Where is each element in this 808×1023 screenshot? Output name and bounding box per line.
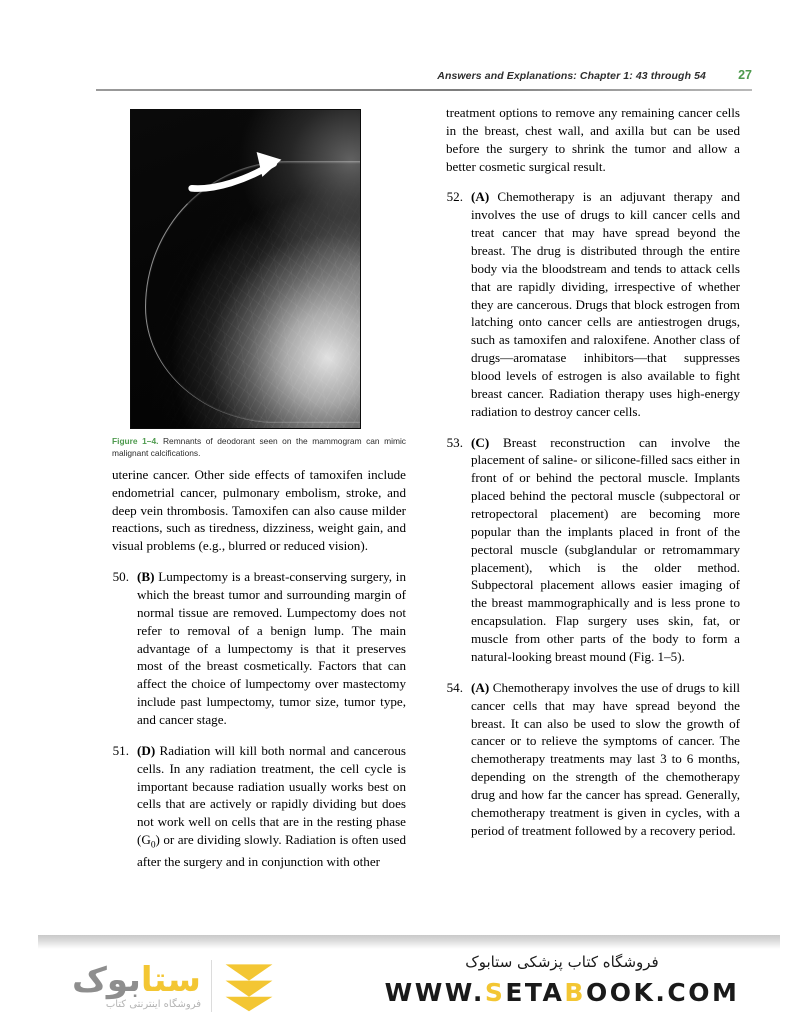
answer-text [137, 568, 406, 729]
answer-number: 54. [446, 679, 463, 695]
url-letter-b: B [564, 978, 586, 1007]
logo-word [72, 959, 201, 1000]
curved-arrow-icon [186, 139, 301, 209]
logo-word-yellow: ستا [140, 959, 201, 1000]
answer-item-53 [446, 434, 740, 666]
setabook-logo[interactable] [72, 951, 322, 1021]
answer-number: 51. [112, 742, 129, 758]
figure-label: Figure 1–4. [112, 436, 159, 446]
answer-item-51 [112, 742, 406, 871]
logo-word-gray: بوک [72, 959, 141, 1000]
running-head-title: Answers and Explanations: Chapter 1: 43 through 54 [437, 70, 706, 82]
figure-caption [112, 436, 406, 460]
running-head [96, 68, 752, 88]
page-number: 27 [738, 68, 752, 82]
answer-number: 53. [446, 434, 463, 450]
answer-explanation: Chemotherapy involves the use of drugs to kill cancer cells that may have spread beyond the breast. It can also be used to slow the growth of cancer or to relieve the symptoms of cancer. The chemotherapy treatments may last 3 to 6 months, depending on the strength of the chemotherapy drug and how far the cancer has spread. Generally, chemotherapy treatment is given in cycles, with a period of treatment followed by a recovery period. [471, 679, 740, 838]
figure-1-4 [112, 110, 406, 460]
answer-text [471, 679, 740, 840]
figure-caption-text: Remnants of deodorant seen on the mammogram can mimic malignant calcifications. [112, 436, 406, 458]
answer-choice: (B) [137, 569, 155, 585]
answer-choice: (D) [137, 742, 156, 758]
subscript-zero: 0 [150, 840, 156, 851]
answer-text [471, 434, 740, 666]
setabook-banner [0, 935, 808, 1023]
banner-shadow [38, 935, 780, 949]
answer-choice: (A) [471, 189, 490, 205]
answer-item-52 [446, 188, 740, 420]
answer-item-50 [112, 568, 406, 729]
logo-subtitle: فروشگاه اینترنتی کتاب [105, 998, 201, 1010]
answer-choice: (C) [471, 434, 490, 450]
answer-number: 52. [446, 189, 463, 205]
answer-explanation: Breast reconstruction can involve the placement of saline- or silicone-filled sacs either in front of or behind the pectoral muscle. Implants placed behind the pectoral muscle (subpectoral or retropectoral placement) are becoming more popular than the implants placed in front of the pectoral muscle (subglandular or retromammary placement), which is the older method. Subpectoral placement allows easier imaging of the breast mammographically and is less prone to encapsulation. Flap surgery uses skin, fat, or muscle from other parts of the body to form a natural-looking breast mound (Fig. 1–5). [471, 434, 740, 664]
url-prefix: WWW. [384, 978, 485, 1007]
url-letter-s: S [484, 978, 506, 1007]
banner-content [0, 949, 808, 1023]
answer-text [471, 188, 740, 420]
answer-choice: (A) [471, 679, 490, 695]
answer-text [137, 742, 406, 871]
url-eta: ETA [505, 978, 565, 1007]
answer-explanation-part1: Radiation will kill both normal and cancerous cells. In any radiation treatment, the cell cycle is important because radiation usually works best on cells that are actively or rapidly dividing but does not work well on cells that are in the resting phase (G [137, 742, 406, 848]
mammogram-image [131, 110, 360, 428]
answer-number: 50. [112, 569, 129, 585]
answer-item-54 [446, 679, 740, 840]
url-suffix: OOK.COM [585, 978, 740, 1007]
header-rule [96, 89, 752, 91]
logo-divider [211, 960, 212, 1012]
paragraph-continued-left: uterine cancer. Other side effects of tamoxifen include endometrial cancer, pulmonary embolism, stroke, and deep vein thrombosis. Tamoxifen can also cause milder reactions, such as tiredness, dizziness, weight gain, and visual problems (e.g., blurred or reduced vision). [112, 466, 406, 554]
chevron-logo-icon [222, 959, 276, 1013]
banner-url[interactable] [352, 978, 772, 1007]
answer-explanation-part2: ) or are dividing slowly. Radiation is often used after the surgery and in conjunction with other [137, 832, 406, 869]
banner-tagline: فروشگاه کتاب پزشکی ستابوک [465, 953, 659, 971]
left-column [112, 104, 406, 884]
banner-text-block [352, 953, 772, 1007]
answer-explanation: Chemotherapy is an adjuvant therapy and involves the use of drugs to kill cancer cells and treat cancer that may have spread beyond the breast. The drug is distributed through the entire body via the bloodstream and tends to attack cells that are rapidly dividing, irrespective of whether they are cancerous. Drugs that block estrogen from latching onto cancer cells are antiestrogen drugs, such as tamoxifen and raloxifene. Another class of drugs—aromatase inhibitors—that suppresses blood levels of estrogen is also available to fight breast cancer. Radiation therapy uses high-energy radiation to destroy cancer cells. [471, 189, 740, 419]
logo-wordmark [72, 959, 201, 1010]
paragraph-continued-right: treatment options to remove any remaining cancer cells in the breast, chest wall, and axilla but can be used before the surgery to shrink the tumor and allow a better cosmetic surgical result. [446, 105, 740, 174]
right-column [446, 104, 740, 853]
answer-explanation: Lumpectomy is a breast-conserving surgery, in which the breast tumor and surrounding margin of normal tissue are removed. Lumpectomy does not refer to removal of a benign lump. The main advantage of a lumpectomy is that it preserves most of the breast cosmetically. Factors that can affect the choice of lumpectomy over mastectomy include past lumpectomy, tumor size, tumor type, and cancer stage. [137, 569, 406, 728]
